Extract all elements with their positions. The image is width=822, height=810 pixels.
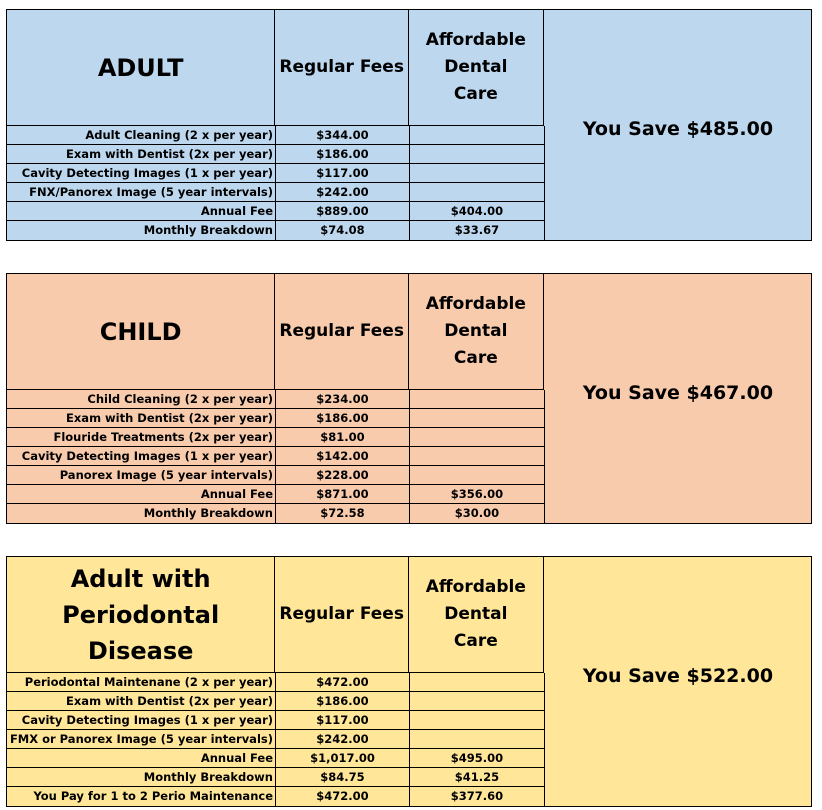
affordable-header: Affordable Dental Care: [409, 10, 544, 126]
table-row: Periodontal Maintenane (2 x per year) $472.00: [7, 673, 545, 692]
table-row: Cavity Detecting Images (1 x per year) $117.00: [7, 711, 545, 730]
table-row: Monthly Breakdown $72.58 $30.00: [7, 504, 545, 523]
regular-fees-header: Regular Fees: [275, 10, 409, 126]
fee-rows: [7, 126, 545, 240]
table-title-cell: [7, 557, 275, 673]
table-row: FMX or Panorex Image (5 year intervals) $242.00: [7, 730, 545, 749]
table-title-cell: [7, 274, 275, 390]
savings-cell: [545, 665, 811, 806]
table-title: CHILD: [99, 317, 182, 346]
table-row: Panorex Image (5 year intervals) $228.00: [7, 466, 545, 485]
savings-header-blank: [544, 274, 811, 390]
savings-text: You Save $485.00: [582, 118, 774, 140]
savings-cell: [545, 118, 811, 240]
affordable-header: Affordable Dental Care: [409, 557, 544, 673]
savings-text: You Save $467.00: [582, 382, 774, 404]
savings-cell: [545, 382, 811, 523]
regular-fees-header: Regular Fees: [275, 557, 409, 673]
table-row: Exam with Dentist (2x per year) $186.00: [7, 409, 545, 428]
child-fee-table: [6, 273, 812, 524]
fee-rows: [7, 673, 545, 806]
table-row: Exam with Dentist (2x per year) $186.00: [7, 145, 545, 164]
perio-fee-table: [6, 556, 812, 807]
savings-header-blank: [544, 10, 811, 126]
table-title: Adult with Periodontal Disease: [62, 564, 220, 665]
table-row: Cavity Detecting Images (1 x per year) $142.00: [7, 447, 545, 466]
table-row: Adult Cleaning (2 x per year) $344.00: [7, 126, 545, 145]
savings-text: You Save $522.00: [582, 665, 774, 687]
table-row: FNX/Panorex Image (5 year intervals) $242.00: [7, 183, 545, 202]
table-row: Exam with Dentist (2x per year) $186.00: [7, 692, 545, 711]
table-row: Annual Fee $889.00 $404.00: [7, 202, 545, 221]
affordable-header: Affordable Dental Care: [409, 274, 544, 390]
table-row: You Pay for 1 to 2 Perio Maintenance $472.00 $377.60: [7, 787, 545, 806]
fee-rows: [7, 390, 545, 523]
table-row: Cavity Detecting Images (1 x per year) $117.00: [7, 164, 545, 183]
table-row: Annual Fee $871.00 $356.00: [7, 485, 545, 504]
table-row: Annual Fee $1,017.00 $495.00: [7, 749, 545, 768]
table-row: Monthly Breakdown $84.75 $41.25: [7, 768, 545, 787]
table-row: Child Cleaning (2 x per year) $234.00: [7, 390, 545, 409]
adult-fee-table: [6, 9, 812, 241]
table-row: Flouride Treatments (2x per year) $81.00: [7, 428, 545, 447]
table-title-cell: [7, 10, 275, 126]
savings-header-blank: [544, 557, 811, 673]
table-title: ADULT: [97, 53, 184, 82]
table-row: Monthly Breakdown $74.08 $33.67: [7, 221, 545, 240]
regular-fees-header: Regular Fees: [275, 274, 409, 390]
